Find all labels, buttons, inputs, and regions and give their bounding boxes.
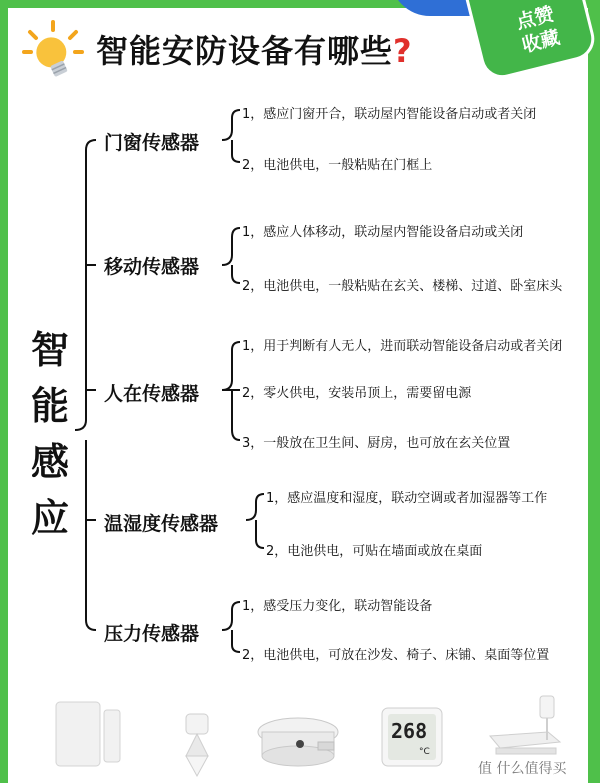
leaf-item: 2，电池供电，一般粘贴在门框上	[242, 158, 433, 173]
root-char: 智	[30, 328, 69, 372]
leaf-item: 1，感应门窗开合，联动屋内智能设备启动或者关闭	[242, 107, 537, 122]
root-char: 能	[30, 384, 69, 428]
pressure-sensor-image	[490, 696, 560, 754]
badge-line-2: 收藏	[519, 26, 562, 57]
category-temp-humidity: 温湿度传感器	[104, 513, 219, 535]
door-sensor-image	[56, 702, 120, 766]
watermark: 值 什么值得买	[478, 761, 567, 777]
leaf-item: 1，感应人体移动，联动屋内智能设备启动或关闭	[242, 225, 524, 240]
root-char: 应	[30, 496, 69, 540]
category-motion: 移动传感器	[104, 256, 200, 278]
leaf-item: 1，感应温度和湿度，联动空调或者加湿器等工作	[266, 491, 548, 506]
leaf-item: 2，零火供电，安装吊顶上，需要留电源	[242, 386, 472, 401]
leaf-item: 3，一般放在卫生间、厨房，也可放在玄关位置	[242, 436, 511, 451]
root-char: 感	[30, 440, 69, 484]
thermo-unit: °C	[419, 747, 430, 757]
thermo-reading: 268	[391, 719, 428, 743]
leaf-item: 1，感受压力变化，联动智能设备	[242, 599, 433, 614]
title-text: 智能安防设备有哪些	[96, 32, 394, 70]
thermometer-device-image	[382, 708, 442, 766]
leaf-item: 2，电池供电，可贴在墙面或放在桌面	[266, 544, 483, 559]
badge-line-1: 点赞	[513, 3, 557, 34]
leaf-item: 1，用于判断有人无人，进而联动智能设备启动或者关闭	[242, 339, 563, 354]
category-pressure: 压力传感器	[104, 623, 200, 645]
category-presence: 人在传感器	[104, 383, 200, 405]
question-mark-icon: ?	[393, 32, 413, 70]
leaf-item: 2，电池供电，可放在沙发、椅子、床铺、桌面等位置	[242, 648, 550, 663]
motion-sensor-image	[186, 714, 208, 776]
branch-braces	[222, 110, 264, 652]
root-brace	[75, 140, 96, 630]
presence-sensor-image	[258, 718, 338, 766]
leaf-item: 2，电池供电，一般粘贴在玄关、楼梯、过道、卧室床头	[242, 279, 563, 294]
category-door-window: 门窗传感器	[104, 132, 200, 154]
